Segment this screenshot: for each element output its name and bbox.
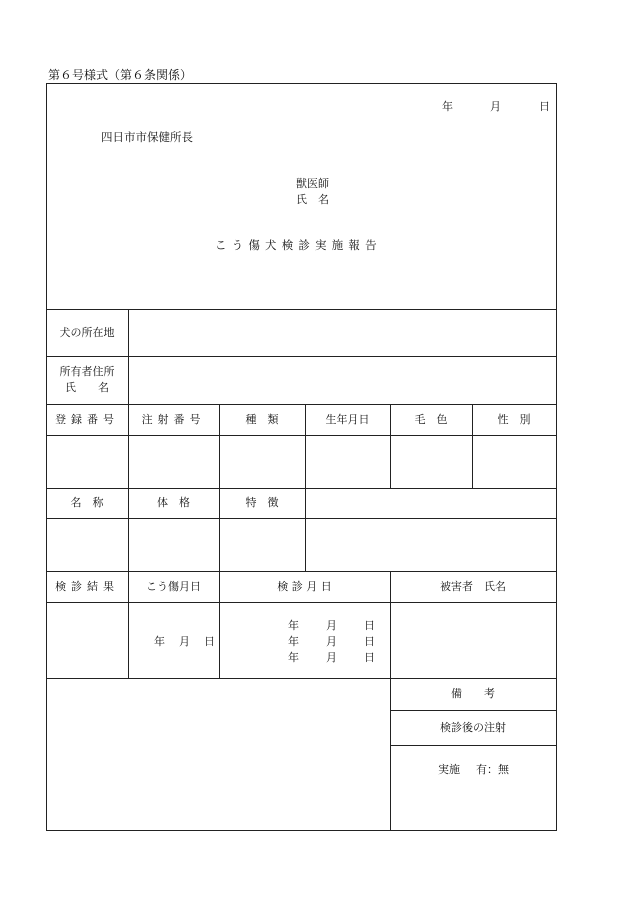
breed-field[interactable] [220, 436, 305, 488]
notes-area[interactable] [47, 679, 390, 830]
addressee: 四日市市保健所長 [101, 130, 193, 144]
header-sex: 性 別 [497, 412, 531, 426]
coat-color-field[interactable] [391, 436, 472, 488]
remarks-label: 備 考 [451, 687, 495, 701]
dog-location-field[interactable] [129, 309, 556, 356]
dog-name-field[interactable] [47, 519, 128, 571]
date-month-label: 月 [490, 100, 501, 113]
dog-location-label: 犬の所在地 [59, 325, 115, 339]
date-year-label: 年 [442, 100, 453, 113]
bite-date-year: 年 [154, 635, 165, 648]
exam-date-2-year: 年 [288, 635, 299, 648]
bite-date-month: 月 [179, 635, 190, 648]
owner-address-label: 所有者住所 [59, 365, 115, 379]
owner-field[interactable] [129, 356, 556, 404]
physique-field[interactable] [129, 519, 219, 571]
vet-name-label: 氏 名 [296, 193, 329, 206]
header-bite-date: こう傷月日 [146, 579, 201, 593]
registration-number-field[interactable] [47, 436, 128, 488]
header-birth-date: 生年月日 [325, 412, 370, 426]
header-victim-name: 被害者 氏名 [440, 579, 506, 593]
victim-name-field[interactable] [391, 603, 556, 678]
exam-date-2-month: 月 [326, 635, 337, 648]
owner-name-label: 氏 名 [65, 381, 109, 394]
birth-date-field[interactable] [306, 436, 390, 488]
features-field[interactable] [220, 519, 305, 571]
header-coat-color: 毛 色 [414, 412, 448, 426]
form-label: 第６号様式（第６条関係） [48, 68, 193, 82]
exam-result-field[interactable] [47, 603, 128, 678]
exam-date-1-month: 月 [326, 619, 337, 632]
post-exam-injection-label: 検診後の注射 [440, 720, 506, 734]
bite-date-day: 日 [204, 635, 215, 648]
header-features: 特 徴 [245, 496, 279, 510]
exam-date-1-year: 年 [288, 619, 299, 632]
header-registration-number: 登録番号 [55, 412, 119, 426]
header-dog-name: 名 称 [70, 496, 104, 510]
exam-date-2-day: 日 [364, 635, 375, 648]
implementation-choice[interactable]: 有：無 [476, 763, 509, 776]
exam-date-3-year: 年 [288, 651, 299, 664]
injection-number-field[interactable] [129, 436, 219, 488]
document-title: こう傷犬検診実施報告 [215, 238, 382, 252]
header-breed: 種 類 [245, 412, 279, 426]
sex-field[interactable] [473, 436, 556, 488]
date-day-label: 日 [539, 100, 550, 113]
header-physique: 体 格 [157, 496, 190, 510]
exam-date-3-month: 月 [326, 651, 337, 664]
exam-date-3-day: 日 [364, 651, 375, 664]
header-exam-date: 検 診 月 日 [277, 579, 332, 593]
features-extra-field[interactable] [306, 489, 556, 571]
owner-label-cell [46, 356, 128, 404]
implementation-label: 実施 [438, 763, 460, 776]
header-injection-number: 注射番号 [141, 412, 206, 426]
exam-date-1-day: 日 [364, 619, 375, 632]
vet-title: 獣医師 [296, 177, 329, 190]
header-exam-result: 検診結果 [55, 579, 119, 593]
